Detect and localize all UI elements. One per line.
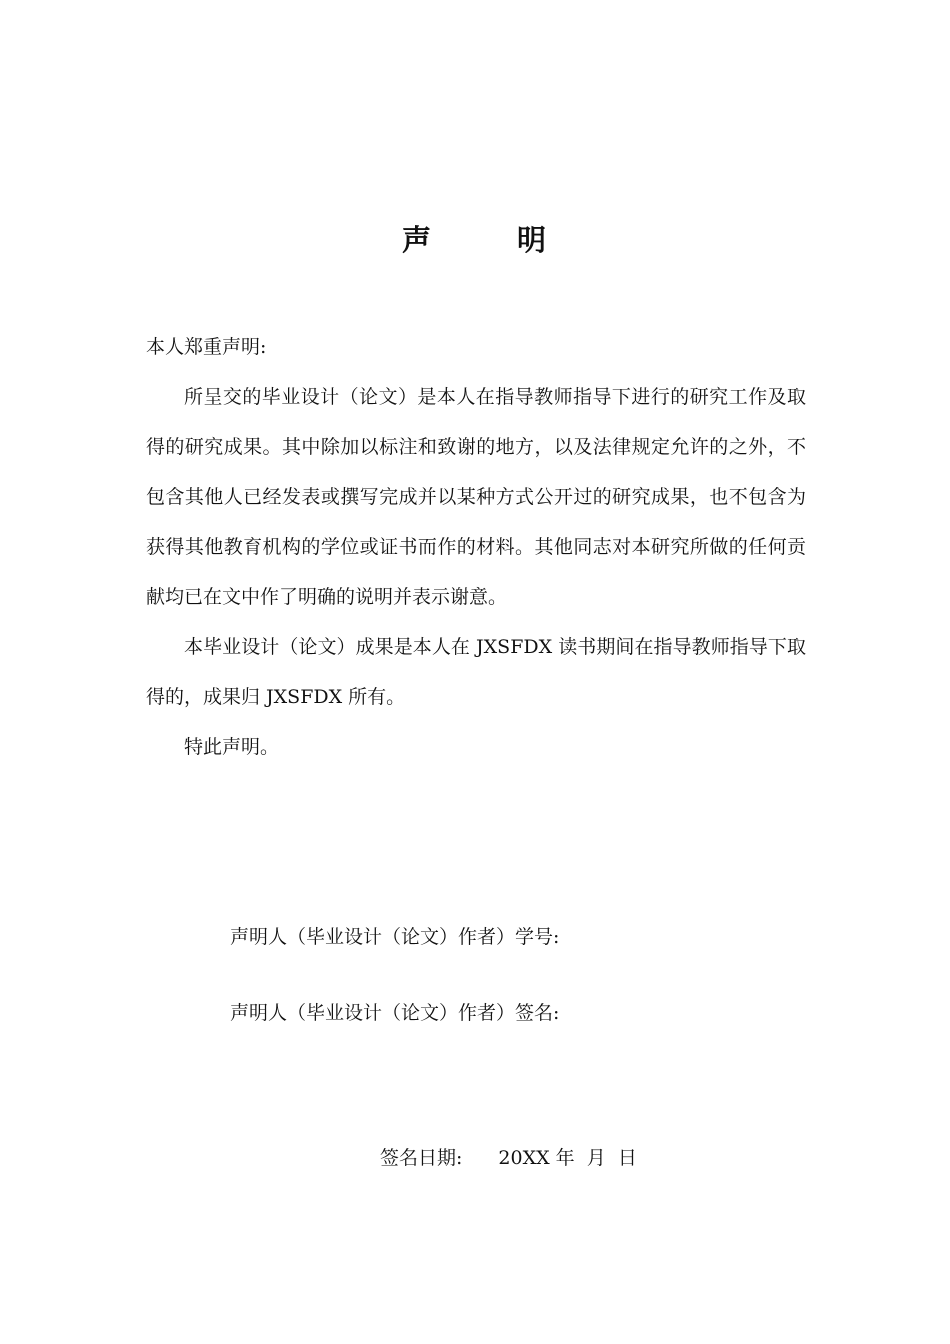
date-label: 签名日期: xyxy=(380,1147,463,1169)
page-title xyxy=(0,218,950,259)
title-part-1: 声 xyxy=(401,223,433,257)
signature-label: 声明人（毕业设计（论文）作者）签名: xyxy=(230,1002,560,1024)
date-value: 20XX 年 月 日 xyxy=(498,1147,637,1169)
declaration-paragraph-2: 本毕业设计（论文）成果是本人在 JXSFDX 读书期间在指导教师指导下取得的，成果归 JXSFDX 所有。 xyxy=(146,636,806,708)
closing-line: 特此声明。 xyxy=(184,736,280,758)
title-part-2: 明 xyxy=(517,223,549,257)
declaration-paragraph-1: 所呈交的毕业设计（论文）是本人在指导教师指导下进行的研究工作及取得的研究成果。其中除加以标注和致谢的地方，以及法律规定允许的之外，不包含其他人已经发表或撰写完成并以某种方式公开过的研究成果，也不包含为获得其他教育机构的学位或证书而作的材料。其他同志对本研究所做的任何贡献均已在文中作了明确的说明并表示谢意。 xyxy=(146,386,806,608)
signature-block xyxy=(230,918,559,1070)
student-id-label: 声明人（毕业设计（论文）作者）学号: xyxy=(230,926,560,948)
opening-line: 本人郑重声明: xyxy=(146,336,267,358)
declaration-body xyxy=(146,322,806,772)
signature-date-line xyxy=(380,1143,637,1173)
